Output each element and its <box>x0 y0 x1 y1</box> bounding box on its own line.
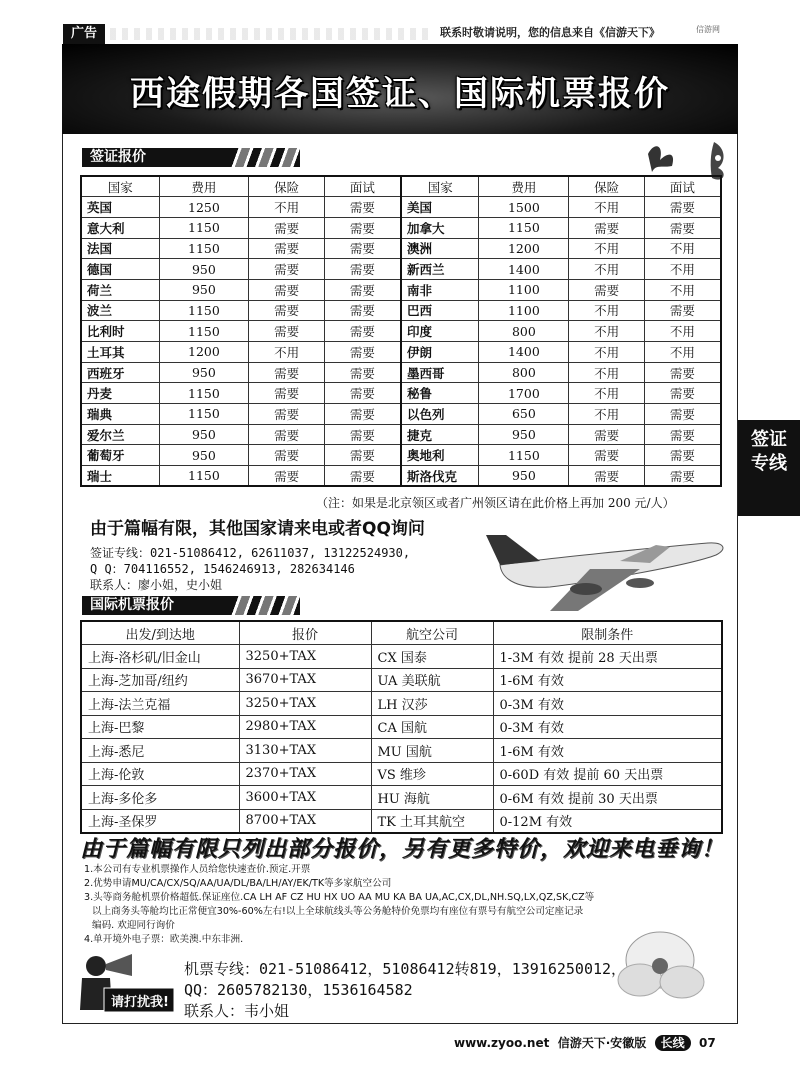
flight-cell-restriction: 0-60D 有效 提前 60 天出票 <box>493 762 722 786</box>
visa-cell-fee: 950 <box>159 279 249 300</box>
visa-cell-interview: 需要 <box>324 321 401 342</box>
visa-cell-interview: 需要 <box>644 424 721 445</box>
visa-cell-country: 巴西 <box>401 300 479 321</box>
visa-cell-insurance: 不用 <box>569 259 645 280</box>
visa-cell-country: 波兰 <box>81 300 159 321</box>
visa-cell-interview: 不用 <box>644 259 721 280</box>
note-3-cont-2: 编码. 欢迎同行询价 <box>92 920 175 931</box>
visa-cell-country: 爱尔兰 <box>81 424 159 445</box>
col-interview: 面试 <box>644 176 721 197</box>
col-restriction: 限制条件 <box>493 621 722 645</box>
flight-table-row <box>81 692 722 716</box>
visa-table-row <box>81 445 721 466</box>
visa-cell-country: 印度 <box>401 321 479 342</box>
flight-cell-route: 上海-芝加哥/纽约 <box>81 668 239 692</box>
visa-cell-country: 澳洲 <box>401 238 479 259</box>
flight-cell-route: 上海-法兰克福 <box>81 692 239 716</box>
stripe-decoration <box>230 596 300 615</box>
visa-cell-country: 奥地利 <box>401 445 479 466</box>
visa-cell-insurance: 需要 <box>249 217 325 238</box>
visa-cell-interview: 需要 <box>644 445 721 466</box>
visa-cell-interview: 需要 <box>324 445 401 466</box>
visa-price-table <box>80 175 722 487</box>
visa-cell-insurance: 需要 <box>249 445 325 466</box>
col-country: 国家 <box>401 176 479 197</box>
flight-table-row <box>81 809 722 833</box>
visa-table-row <box>81 362 721 383</box>
visa-table-row <box>81 197 721 218</box>
visa-cell-fee: 1150 <box>159 383 249 404</box>
visa-cell-country: 英国 <box>81 197 159 218</box>
ticket-qq: QQ：2605782130，1536164582 <box>184 981 413 999</box>
flight-cell-airline: UA 美联航 <box>371 668 493 692</box>
visa-cell-insurance: 需要 <box>569 279 645 300</box>
flight-cell-route: 上海-洛杉矶/旧金山 <box>81 645 239 669</box>
visa-table-row <box>81 404 721 425</box>
col-insurance: 保险 <box>569 176 645 197</box>
visa-cell-interview: 需要 <box>324 342 401 363</box>
visa-cell-insurance: 不用 <box>249 197 325 218</box>
visa-cell-insurance: 不用 <box>569 300 645 321</box>
visa-table-row <box>81 383 721 404</box>
visa-cell-fee: 1400 <box>479 259 569 280</box>
visa-hotline: 签证专线：021-51086412, 62611037, 13122524930, <box>90 546 411 560</box>
visa-cell-interview: 需要 <box>644 383 721 404</box>
flight-cell-airline: MU 国航 <box>371 739 493 763</box>
stripe-decoration <box>230 148 300 167</box>
visa-cell-fee: 1150 <box>479 217 569 238</box>
visa-cell-insurance: 不用 <box>569 321 645 342</box>
visa-cell-interview: 需要 <box>324 362 401 383</box>
source-note: 联系时敬请说明，您的信息来自《信游天下》 <box>440 26 660 39</box>
flight-cell-price: 3250+TAX <box>239 692 371 716</box>
visa-cell-fee: 1150 <box>159 466 249 487</box>
visa-table-row <box>81 321 721 342</box>
footer-tag: 长线 <box>655 1035 691 1051</box>
visa-table-header <box>81 176 721 197</box>
visa-cell-insurance: 需要 <box>249 259 325 280</box>
visa-cell-country: 葡萄牙 <box>81 445 159 466</box>
logo: 信游网 <box>696 25 720 34</box>
visa-cell-fee: 1150 <box>159 300 249 321</box>
limited-space-heading: 由于篇幅有限，其他国家请来电或者QQ询问 <box>90 519 425 539</box>
flight-cell-price: 3130+TAX <box>239 739 371 763</box>
flight-cell-restriction: 1-6M 有效 <box>493 668 722 692</box>
flight-cell-airline: LH 汉莎 <box>371 692 493 716</box>
flight-table-row <box>81 786 722 810</box>
flight-cell-airline: VS 维珍 <box>371 762 493 786</box>
flight-cell-route: 上海-巴黎 <box>81 715 239 739</box>
visa-cell-country: 比利时 <box>81 321 159 342</box>
visa-cell-insurance: 不用 <box>569 362 645 383</box>
note-3: 3.头等商务舱机票价格超低.保证座位.CA LH AF CZ HU HX UO AA MU KA BA UA,AC,CX,DL,NH.SQ,LX,QZ,SK,CZ等 <box>84 892 595 903</box>
visa-cell-insurance: 需要 <box>249 362 325 383</box>
visa-cell-insurance: 不用 <box>569 197 645 218</box>
visa-cell-interview: 需要 <box>644 217 721 238</box>
visa-cell-country: 瑞典 <box>81 404 159 425</box>
visa-cell-interview: 不用 <box>644 279 721 300</box>
visa-cell-fee: 950 <box>479 466 569 487</box>
flight-cell-airline: CA 国航 <box>371 715 493 739</box>
visa-table-row <box>81 424 721 445</box>
flight-cell-airline: TK 土耳其航空 <box>371 809 493 833</box>
visa-cell-interview: 需要 <box>324 217 401 238</box>
flight-cell-restriction: 1-3M 有效 提前 28 天出票 <box>493 645 722 669</box>
side-tab <box>738 420 800 516</box>
flight-table-header <box>81 621 722 645</box>
visa-cell-fee: 1100 <box>479 279 569 300</box>
flight-section-title: 国际机票报价 <box>90 597 174 613</box>
title-banner <box>62 44 738 134</box>
visa-cell-interview: 需要 <box>324 197 401 218</box>
flight-cell-restriction: 0-6M 有效 提前 30 天出票 <box>493 786 722 810</box>
flight-cell-route: 上海-多伦多 <box>81 786 239 810</box>
visa-cell-interview: 不用 <box>644 238 721 259</box>
visa-cell-insurance: 需要 <box>249 424 325 445</box>
visa-cell-interview: 需要 <box>324 383 401 404</box>
visa-note: （注：如果是北京领区或者广州领区请在此价格上再加 200 元/人） <box>316 496 675 510</box>
flight-table-row <box>81 645 722 669</box>
visa-cell-country: 瑞士 <box>81 466 159 487</box>
visa-cell-country: 捷克 <box>401 424 479 445</box>
flight-cell-price: 2370+TAX <box>239 762 371 786</box>
visa-table-row <box>81 466 721 487</box>
call-me-illustration <box>68 950 178 1018</box>
footer-site: www.zyoo.net <box>454 1036 550 1050</box>
flight-table-row <box>81 739 722 763</box>
visa-cell-country: 意大利 <box>81 217 159 238</box>
flight-cell-route: 上海-圣保罗 <box>81 809 239 833</box>
visa-cell-country: 新西兰 <box>401 259 479 280</box>
visa-cell-insurance: 需要 <box>249 238 325 259</box>
visa-cell-country: 墨西哥 <box>401 362 479 383</box>
visa-cell-fee: 800 <box>479 362 569 383</box>
visa-cell-fee: 950 <box>479 424 569 445</box>
visa-cell-interview: 需要 <box>324 279 401 300</box>
visa-cell-insurance: 不用 <box>569 383 645 404</box>
page-title: 西途假期各国签证、国际机票报价 <box>130 74 670 114</box>
visa-table-row <box>81 279 721 300</box>
visa-cell-fee: 1500 <box>479 197 569 218</box>
visa-cell-fee: 1100 <box>479 300 569 321</box>
visa-qq: Q Q：704116552, 1546246913, 282634146 <box>90 562 355 576</box>
flight-table-row <box>81 762 722 786</box>
col-insurance: 保险 <box>249 176 325 197</box>
side-tab-line2: 专线 <box>751 453 787 474</box>
flight-cell-price: 3600+TAX <box>239 786 371 810</box>
visa-cell-fee: 1150 <box>159 217 249 238</box>
visa-cell-interview: 需要 <box>644 466 721 487</box>
note-4: 4.单开境外电子票：欧美澳.中东非洲. <box>84 934 244 945</box>
visa-cell-insurance: 需要 <box>249 300 325 321</box>
flight-cell-price: 3670+TAX <box>239 668 371 692</box>
visa-cell-fee: 1150 <box>159 238 249 259</box>
call-me-label: 请打扰我! <box>111 995 169 1010</box>
visa-cell-country: 德国 <box>81 259 159 280</box>
visa-cell-insurance: 需要 <box>569 217 645 238</box>
visa-cell-country: 土耳其 <box>81 342 159 363</box>
visa-cell-interview: 需要 <box>324 404 401 425</box>
ticket-contact-person: 联系人：韦小姐 <box>184 1002 290 1020</box>
ad-label: 广告 <box>63 24 105 44</box>
promo-slogan: 由于篇幅有限只列出部分报价，另有更多特价，欢迎来电垂询！ <box>80 836 725 862</box>
visa-cell-country: 南非 <box>401 279 479 300</box>
visa-cell-fee: 1150 <box>159 321 249 342</box>
col-fee: 费用 <box>159 176 249 197</box>
visa-table-row <box>81 238 721 259</box>
visa-cell-interview: 需要 <box>644 362 721 383</box>
visa-cell-interview: 需要 <box>324 238 401 259</box>
visa-cell-country: 丹麦 <box>81 383 159 404</box>
visa-cell-country: 斯洛伐克 <box>401 466 479 487</box>
visa-cell-insurance: 不用 <box>569 404 645 425</box>
flight-cell-airline: HU 海航 <box>371 786 493 810</box>
top-strip <box>0 0 800 44</box>
col-route: 出发/到达地 <box>81 621 239 645</box>
visa-cell-insurance: 需要 <box>249 466 325 487</box>
visa-cell-country: 秘鲁 <box>401 383 479 404</box>
flight-table-row <box>81 668 722 692</box>
visa-cell-interview: 需要 <box>324 424 401 445</box>
visa-cell-country: 法国 <box>81 238 159 259</box>
visa-cell-insurance: 需要 <box>569 424 645 445</box>
visa-cell-country: 以色列 <box>401 404 479 425</box>
visa-table-row <box>81 259 721 280</box>
visa-cell-fee: 1150 <box>479 445 569 466</box>
col-interview: 面试 <box>324 176 401 197</box>
col-country: 国家 <box>81 176 159 197</box>
footer <box>454 1034 716 1051</box>
visa-table-row <box>81 217 721 238</box>
visa-cell-insurance: 需要 <box>249 321 325 342</box>
visa-cell-fee: 950 <box>159 362 249 383</box>
flight-cell-restriction: 0-3M 有效 <box>493 692 722 716</box>
flight-price-table <box>80 620 723 834</box>
flight-cell-restriction: 0-12M 有效 <box>493 809 722 833</box>
visa-section-title: 签证报价 <box>90 149 146 165</box>
visa-cell-interview: 需要 <box>324 466 401 487</box>
visa-cell-fee: 1200 <box>479 238 569 259</box>
visa-cell-fee: 800 <box>479 321 569 342</box>
visa-cell-insurance: 需要 <box>569 445 645 466</box>
flight-cell-price: 8700+TAX <box>239 809 371 833</box>
visa-cell-country: 美国 <box>401 197 479 218</box>
flight-cell-route: 上海-伦敦 <box>81 762 239 786</box>
visa-cell-insurance: 不用 <box>569 238 645 259</box>
visa-section-header <box>82 148 302 167</box>
flight-cell-price: 2980+TAX <box>239 715 371 739</box>
visa-cell-country: 西班牙 <box>81 362 159 383</box>
visa-contact-person: 联系人：廖小姐，史小姐 <box>90 578 223 592</box>
visa-cell-fee: 1250 <box>159 197 249 218</box>
visa-cell-interview: 需要 <box>644 404 721 425</box>
note-2: 2.优势申请MU/CA/CX/SQ/AA/UA/DL/BA/LH/AY/EK/TK等多家航空公司 <box>84 878 392 889</box>
page-number: 07 <box>698 1036 716 1050</box>
visa-table-row <box>81 300 721 321</box>
flight-cell-route: 上海-悉尼 <box>81 739 239 763</box>
visa-cell-fee: 1200 <box>159 342 249 363</box>
flight-cell-restriction: 1-6M 有效 <box>493 739 722 763</box>
decorative-pattern <box>110 28 430 40</box>
visa-cell-insurance: 需要 <box>249 404 325 425</box>
visa-cell-interview: 不用 <box>644 321 721 342</box>
visa-cell-insurance: 不用 <box>569 342 645 363</box>
visa-cell-insurance: 需要 <box>249 383 325 404</box>
col-airline: 航空公司 <box>371 621 493 645</box>
flight-cell-restriction: 0-3M 有效 <box>493 715 722 739</box>
note-1: 1.本公司有专业机票操作人员给您快速查价.预定.开票 <box>84 864 311 875</box>
visa-cell-fee: 1150 <box>159 404 249 425</box>
side-tab-line1: 签证 <box>751 429 787 450</box>
visa-cell-interview: 需要 <box>324 300 401 321</box>
visa-cell-interview: 需要 <box>644 197 721 218</box>
flight-section-header <box>82 596 302 615</box>
visa-cell-interview: 需要 <box>644 300 721 321</box>
visa-cell-fee: 950 <box>159 259 249 280</box>
ticket-hotline: 机票专线：021-51086412，51086412转819，13916250012， <box>184 960 627 978</box>
flight-table-row <box>81 715 722 739</box>
visa-cell-insurance: 需要 <box>569 466 645 487</box>
visa-table-row <box>81 342 721 363</box>
col-fee: 费用 <box>479 176 569 197</box>
flight-cell-price: 3250+TAX <box>239 645 371 669</box>
airplane-icon <box>480 525 730 615</box>
visa-cell-interview: 需要 <box>324 259 401 280</box>
flight-cell-airline: CX 国泰 <box>371 645 493 669</box>
visa-cell-interview: 不用 <box>644 342 721 363</box>
note-3-cont: 以上商务头等舱均比正常便宜30%-60%左右!以上全球航线头等公务舱特价免票均有座位有票号有航空公司定座记录 <box>92 906 584 917</box>
visa-cell-country: 伊朗 <box>401 342 479 363</box>
visa-cell-fee: 950 <box>159 424 249 445</box>
col-price: 报价 <box>239 621 371 645</box>
visa-cell-country: 加拿大 <box>401 217 479 238</box>
visa-cell-insurance: 需要 <box>249 279 325 300</box>
visa-cell-fee: 650 <box>479 404 569 425</box>
visa-cell-fee: 1400 <box>479 342 569 363</box>
visa-cell-insurance: 不用 <box>249 342 325 363</box>
visa-cell-fee: 1700 <box>479 383 569 404</box>
visa-cell-country: 荷兰 <box>81 279 159 300</box>
visa-cell-fee: 950 <box>159 445 249 466</box>
footer-brand: 信游天下·安徽版 <box>557 1036 647 1050</box>
